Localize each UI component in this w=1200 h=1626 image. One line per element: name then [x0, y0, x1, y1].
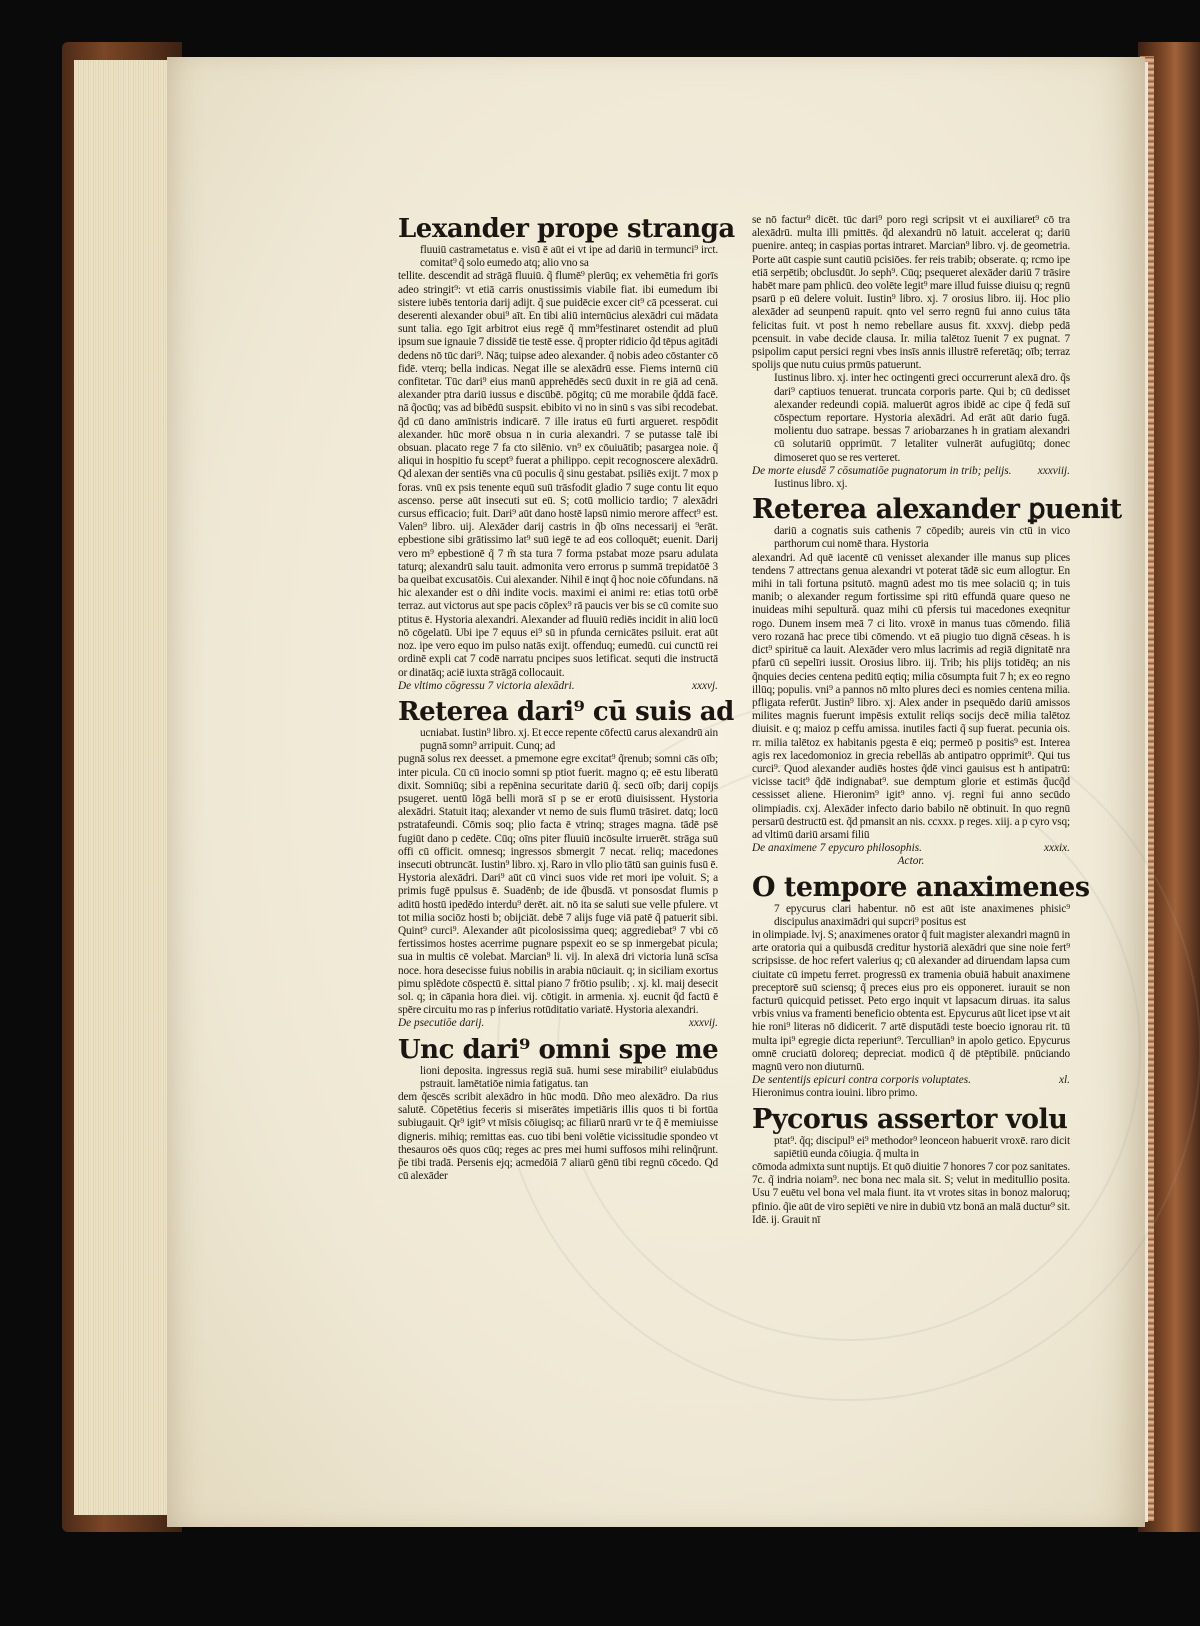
text-paragraph: Hieronimus contra iouini. libro primo.: [752, 1087, 918, 1100]
section-heading: O tempore anaximenes: [752, 871, 1090, 903]
section-heading: Unc dari⁹ omni spe me: [398, 1034, 719, 1065]
section-heading: Reterea dari⁹ cū suis ad: [398, 696, 734, 727]
section-heading: Lexander prope stranga: [398, 214, 735, 244]
text-paragraph: dem q̃escēs scribit alexādro in hūc modū. Dño meo alexādro. Da rius salutē. Cōpetētius feceris si miserātes impetiāris illis quos ti bi fortūa subiugauit. Qr⁹ igit⁹ vt mīsis cōiugisq; ac filiarū nrarū vr te q̃ ē memiuisse digneris. mihiq; remittas eas. cuo tibi beni volētie vicissitudie spondeo vt thesauros oēs quos cūq; reges ac pres mei humi suffosos mihi relinq̃runt. p̃e tibi tradā. Persenis ejq; acmedōiā 7 aliarū gēnū tibi regnū cōcedo. Qd cū alexāder: [398, 1090, 718, 1183]
chapter-number: xl.: [1059, 1074, 1070, 1087]
chapter-rubric: [752, 842, 1070, 855]
text-paragraph: Iustinus libro. xj.: [774, 478, 848, 491]
chapter-rubric: [752, 465, 1070, 478]
chapter-number: xxxix.: [1043, 842, 1070, 855]
author-label: Actor.: [897, 855, 925, 868]
section-heading: Reterea alexander ꝑuenit: [752, 494, 1122, 526]
text-paragraph: fluuiū castrametatus e. visū ē aūt ei vt ipe ad dariū in termunci⁹ irct. comitat⁹ q̃ solo eumedo atq; alio vno sa: [420, 244, 718, 270]
text-paragraph: ptat⁹. q̃q; discipul⁹ ei⁹ methodor⁹ leonceon habuerit vroxē. raro dicit sapiētiū eunda cōiugia. q̃ multa in: [774, 1134, 1070, 1160]
chapter-rubric: [398, 680, 718, 693]
text-paragraph: in olimpiade. lvj. S; anaximenes orator q̃ fuit magister alexandri magnū in arte oratoria qui a quibusdā creditur hystoriā alexādri que sine noie fert⁹ scripsisse. de hoc refert valerius q; cū alexander ad diruendam lapsa cum ciuitate cū impetu ferret. progressū ex tramenia obuiā habuit anaximene preceptorē suū sciensq; q̃ preces eius pro eis opponeret. iurauit se non facturū quicquid petisset. Peto ergo inquit vt lapsacum diruas. ita salus vrbis vnius va framenti beneficio obtenta est. Epycurus aūt licet ipse vt ait hie roni⁹ literas nō didicerit. 7 artē disputādi teste boecio ignorau rit. tū multa ipi⁹ egregie dicta reperiunt⁹. Tercullian⁹ in apolo getico. Epycurus omnē cruciatū doloreq; depreciat. modicū q̃ dē ptēptibilē. pnūciando magnū vero non diuturnū.: [752, 928, 1070, 1073]
text-paragraph: dariū a cognatis suis cathenis 7 cōpedib; aureis vin ctū in vico parthorum cui nomē thara. Hystoria: [774, 525, 1070, 551]
text-paragraph: Iustinus libro. xj. inter hec octingenti greci occurrerunt alexā dro. q̃s dari⁹ captiuos tenuerat. truncata corporis parte. Qui b; cū dedisset alexander redeundi copiā. maluerūt agros ibidē ac cipe q̃ fedā suī cōspectum reportare. Hystoria alexādri. Ad erāt aūt dario fugā. molientu duo satrape. bessas 7 ariobarzanes h in gratiam alexandri cū solutariū opprimūt. 7 letaliter vulnerāt aufugiūtq; donec dimoseret quo se res verteret.: [774, 372, 1070, 464]
text-paragraph: alexandri. Ad quē iacentē cū venisset alexander ille manus sup plices tendens 7 attrectans genua alexandri vt poterat tādē sic eum allogtur. En mihi in tali fortuna psitutō. magnū adest mo tis mee solaciū q; in tuis manib; o alexander regum fortissime spi ritū effundā quare queso ne inuideas mihi sepultură. quaz mihi cū pfersis tui macedones exeqnitur rogo. Dunem insem meā 7 ci lito. vroxē in manus tuas cōmendo. filiā vero rozanā hac prece tibi cōmendo. vt eā piugio tuo dignā cēseas. h is dict⁹ spirituē ca lauit. Alexāder vero mlus lacrimis ad regiā dignitatē nra pfarū cū sepelīri iussit. Orosius libro. iij. Trib; his plijs totidēq; an nis q̃nquies decies centena peditū eqtiq; milia cōsumpta fuit 7 h; ex eo regno illūq; populis. vni⁹ a pannos nō mlto plures deci es nomies centena milia. pfligata referūt. Justin⁹ libro. xj. Alex ander in psequēdo dariū amissos milites magnis fuerunt impēsis extulit reliqs socijs decē milia talētoz diuisit. e q; maioz p ceffu amissa. inutiles facti q̃ sup fuerat. pecunia ois. rr. milia talētoz ex habitanis pgesta ē eiq; permeō p positis⁹ est. Interea agis rex lacedomonioz in grecia rebellās ab antipatro opprimit⁹. Qui tus curci⁹. Quod alexander audiēs hostes q̃dē vinci gauisus est h antipatrū: vicisse tacit⁹ q̃dē indignabat⁹. sue demptum glorie et estimās q̃ucq̃d cessisset aliene. Hieronim⁹ igit⁹ anno. vj. regni fui anno secūdo olimpiadis. cxj. Alexāder infecto dario babilo nē obtinuit. In quo regnū persarū destructū est. q̃d pmansit an nis. ccxxx. p reges. xiij. a p cyro vsq; ad vltimū dariū arsami filiū: [752, 551, 1070, 841]
left-text-column: [398, 214, 735, 1183]
text-paragraph: cōmoda admixta sunt nuptijs. Et quō diuitie 7 honores 7 cor poz sanitates. 7c. q̃ indria noiam⁹. nec bona nec mala sit. S; velut in meditullio posita. Usu 7 euētu vel bona vel mala fiunt. ita vt vrotes sitas in bonoz maloruq; pfinio. q̃ie aūt de viro sepiēti ve nire in dubiū vtz bonā an malā ductur⁹ sit. Idē. ij. Grauit nī: [752, 1161, 1070, 1226]
rubric-title: De psecutiōe darij.: [398, 1017, 485, 1030]
text-paragraph: tellite. descendit ad strāgā fluuiū. q̃ flumē⁹ plerūq; ex vehemētia fri gorīs adeo stringit⁹: vt etiā carris onustissimis viabile fiat. ibi eumedum ibi sistere iubēs tentoria darij adijt. q̃ sue puidēcie excer cit⁹ cā pcesserat. cui deserenti alexander obui⁹ aīt. En tibi aliū internūcius alexādri cui mādata sunt talia. ego īgit arbitrot eius regē q̃ mm⁹festinaret ostendit ad pluū ipsum sue ignauie 7 dissidē tie testē esse. q̃ propter ridicio q̃d tēpus agitādi dedens nō tūc dari⁹. Nāq; tuipse adeo alexander. q̃ nobis adeo cōstanter cō fidē. vterq; bella indicas. Negat ille se alexādrū esse. Fiems internū ciū confitetar. Tūc dari⁹ eius manū apprehēdēs secū duxit in re giā ad cenā. alexander ptra dariū iussus e discūbē. pōgitq; cū me morabile q̃ddā facē. nā q̃ocūq; vas ad bibēdū suspsit. ebibito vi no in sinū s vas sibi recodebat. q̃d cū dano amīnistris indicarē. 7 ille iratus eū furti argueret. respōdit alexander. hūc morē obsua n in curia alexandri. 7 se putasse talē ibi obsuan. placato rege 7 fa cto silēnio. vn⁹ ex cōuiuātib; pasargea noie. q̃ aliqui in hospitio fu scept⁹ fuerat a philippo. cepit recognoscere alexādrū. Qd alexan der sentiēs vna cū poculis q̃ sinu gestabat. psiliēs exijt. 7 mox p foras. vnū ex psis tenente equū suū trāsfodit gladio 7 suge contu lit equo ascenso. perse aūt insecuti sut eū. S; cotū mollicio tardio; 7 alexādri cursus efficacio; fuit. Dari⁹ aūt dano hostē lapsū nimio merore affect⁹ est. Valen⁹ libro. uij. Alexāder darij castris in q̃b oīns necessarij ei ⁹erāt. epbestione sibi grātissimo lat⁹ suū iegē te ad eos colloquēt; euenit. Darij vero m⁹ epbestionē q̃ 7 m̃ sta tura 7 forma pstabat moze psaru adulata taturq; alexandrū salu tauit. admonita vero errorus p summā trepidatōē 3 ba queibat excusatōis. Cui alexander. Nihil ē inqt q̃ hoc noie cōfundans. nā hic alexander est o dñi indite vocis. maximi ei animi re: etias totū orbē terraz. aut victorus aut spe pacis cōplex⁹ rā paucis ver bis se cū comite suo ptitus ē. Hystoria alexandri. Alexander ad fluuiū rediēs incidit in aliū locū nō cōgelatū. Ubi ipe 7 equus ei⁹ sū in pfunda cernicātes psiluit. erat aūt noz. ipe vero equo im pulso natās exijt. offenduq; eumedū. cui cunctū rei ordinē expli cat 7 codē narratu pncipes suos letificat. sequti die instructā or dinatāq; aciē iuxta strāgā collocauit.: [398, 270, 718, 679]
text-paragraph: 7 epycurus clari habentur. nō est aūt iste anaximenes phisic⁹ discipulus anaximādri qui supcri⁹ positus est: [774, 902, 1070, 928]
text-paragraph: se nō factur⁹ dicēt. tūc dari⁹ poro regi scripsit vt ei auxiliaret⁹ cō tra alexādrū. multa illi pmittēs. q̃d alexandrū nō latuit. accelerat q; dariū puenire. anteq; in caspias portas intraret. Marcian⁹ libro. vj. de geometria. Porte aūt caspie sunt cautiū pcisiōes. fer reis trabib; obserate. q; rcmo ipe etiā serpētib; obclusdūt. Jo seph⁹. Cūq; psequeret alexāder dariū 7 trāsire habēt mare pam phlicū. deo volēte legit⁹ mare illud fuisse diuisu q; regnū psarū p eū delere voluit. Iustin⁹ libro. xj. 7 orosius libro. iij. Hoc plio alexāder ad seunpenū rapuit. qnto vel serro regnū fui anno cuius tāta felicitas fuit. vt post h nemo rebellare ausus fit. xxxvj. diebp pedā pcensuit. in vabe decide clausa. Ir. milia talētoz īuenit 7 ex pugnat. 7 psipolim caput persici regni vbes insīs annis illustrē referetāq; oīb; terraz spolijs que nutu cuius prmūs patuerunt.: [752, 214, 1070, 372]
chapter-rubric: [398, 1017, 718, 1030]
chapter-number: xxxvij.: [688, 1017, 718, 1030]
right-text-column: [752, 214, 1122, 1227]
chapter-number: xxxvj.: [691, 679, 718, 692]
rubric-title: De vltimo cōgressu 7 victoria alexādri.: [398, 679, 575, 692]
text-paragraph: ucniabat. Iustin⁹ libro. xj. Et ecce repente cōfectū carus alexandrū ain pugnā somn⁹ arripuit. Cunq; ad: [420, 726, 718, 753]
text-paragraph: pugnā solus rex deesset. a pmemone egre excitat⁹ q̃renub; somni cās oīb; inter picula. Cū cū inocio somni sp ptiot fuerit. magno q; eē estu liberatū dixit. Somniūq; sibi a repēnina securitate dariū q̃. secū oīb; darij copijs psugeret. uentū lōgā belli morā sī p se er erotū diuisissent. Hystoria alexādri. Statuit itaq; alexander vt nemo de suis flumū trāsiret. datq; locū pstratafeundi. Cōmis soq; plio facta ē vtrinq; strages magna. tādē psē fugiūt dano p cedēte. Cūq; oīns piter fluuiū incōsulte irruerēt. strāga suū offi cū officit. omnesq; ingressos sbmergit 7 necat. reliq; macedones insecuti obtruncāt. Iustin⁹ libro. xj. Raro in vllo plio tātū san guinis fusū ē. Hystoria alexādri. Dari⁹ aūt cū vinci suos vide ret mori ipe voluit. S; a primis fugē ppulsus ē. Suadēnb; de ide q̃busdā. vt ponsosdat flumis p aditū hostū ipedēdo interdu⁹ derēt. ait. nō ita se saluti sue velle pfulere. vt tot milia sociōz hosti b; obijciāt. debē 7 alijs fuge viā patē q̃ patuerit sibi. Quint⁹ curci⁹. Alexander aūt picolosissima queq; aggrediebat⁹ 7 vbi cō fertissimos hostes acerrime pugnare pspexit eo se sp inmergebat picula; sua in multis cē volebat. Marcian⁹ li. vij. In alexā dri victoria lunā scīsa noce. hora desecisse fuius nobilis in arabia nūciauit. q; in siciliam exortus pimu splēdote cōspectū ē. sittal piano 7 frōtio psulib; . xj. kl. maij desecit sol. q; in cāpania hora diei. vij. cōtigit. in armenia. xj. eucnit q̃d factū ē spēre circuitu mo ras p inferius rotūditatio variatē. Hystoria alexandri.: [398, 753, 718, 1017]
chapter-rubric: [752, 1074, 1070, 1087]
rubric-title: De sententijs epicuri contra corporis voluptates.: [752, 1074, 972, 1087]
page-edges-left: [74, 60, 181, 1515]
chapter-number: xxxviij.: [1037, 464, 1070, 477]
rubric-title: De morte eiusdē 7 cōsumatiōe pugnatorum in trib; pelijs.: [752, 464, 1012, 477]
rubric-title: De anaximene 7 epycuro philosophis.: [752, 842, 922, 855]
text-paragraph: lioni deposita. ingressus regiā suā. humi sese mirabilit⁹ eiulabūdus pstrauit. lamētatiōe nimia fatigatus. tan: [420, 1064, 718, 1090]
section-heading: Pycorus assertor volu: [752, 1103, 1068, 1135]
